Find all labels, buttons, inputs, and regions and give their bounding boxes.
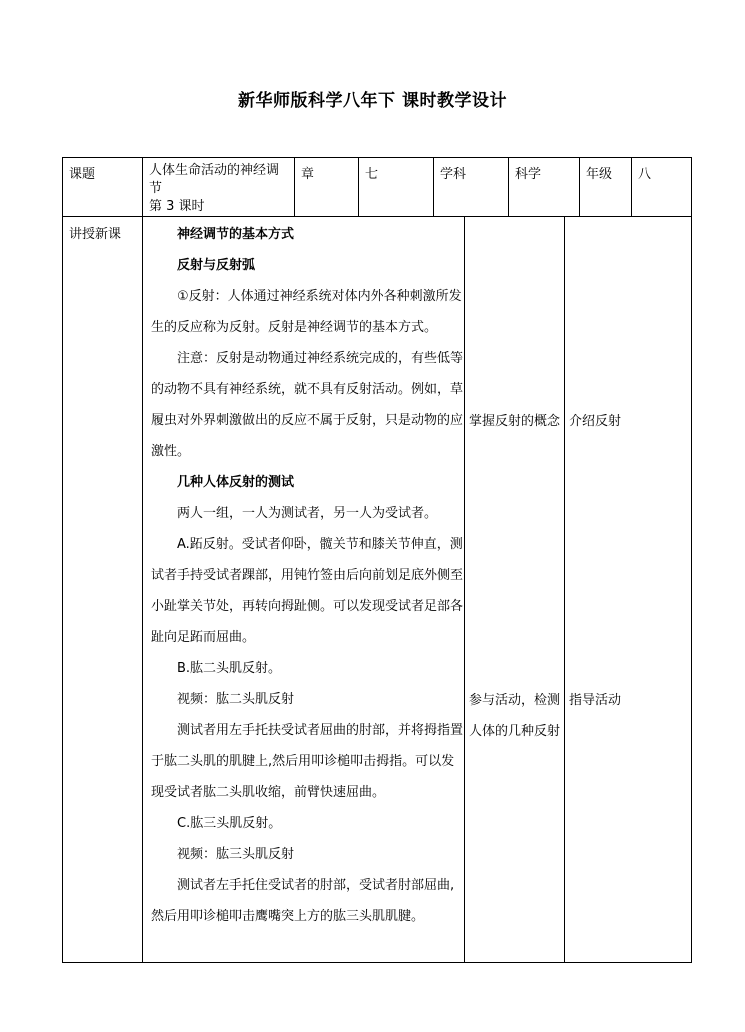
chapter-label-cell	[295, 158, 359, 217]
paragraph-biceps-procedure: 测试者用左手托扶受试者屈曲的肘部，并将拇指置于肱二头肌的肌腱上,然后用叩诊槌叩击拇指。可以发现受试者肱二头肌收缩，前臂快速屈曲。	[151, 723, 464, 800]
paragraph-biceps-reflex: B.肱二头肌反射。	[177, 661, 282, 676]
heading-reflex-tests: 几种人体反射的测试	[177, 475, 295, 490]
grade-label-cell	[580, 158, 632, 217]
grade-value-cell	[632, 158, 692, 217]
heading-reflex-arc: 反射与反射弧	[177, 258, 256, 273]
activity-introduce-reflex: 介绍反射	[569, 414, 622, 429]
column-divider	[564, 217, 565, 962]
paragraph-triceps-video: 视频：肱三头肌反射	[177, 847, 295, 862]
activity-guide: 指导活动	[569, 693, 622, 708]
paragraph-triceps-reflex: C.肱三头肌反射。	[177, 816, 282, 831]
subject-label-cell	[434, 158, 509, 217]
paragraph-triceps-procedure: 测试者左手托住受试者的肘部，受试者肘部屈曲,然后用叩诊槌叩击鹰嘴突上方的肱三头肌肌腱。	[151, 878, 455, 924]
subject-value: 科学	[515, 167, 542, 182]
subject-label: 学科	[440, 167, 467, 182]
topic-value-cell	[143, 158, 295, 217]
paragraph-reflex-definition: ①反射：人体通过神经系统对体内外各种刺激所发生的反应称为反射。反射是神经调节的基本方式。	[151, 289, 462, 335]
column-divider	[464, 217, 465, 962]
topic-label-cell	[63, 158, 143, 217]
page-title: 新华师版科学八年下 课时教学设计	[238, 91, 507, 111]
chapter-label: 章	[301, 167, 315, 182]
goal-reflex-concept: 掌握反射的概念	[469, 414, 561, 429]
chapter-value-cell	[359, 158, 434, 217]
goal-reflex-activity: 参与活动，检测人体的几种反射	[469, 693, 561, 739]
header-row	[63, 158, 692, 217]
grade-value: 八	[638, 167, 652, 182]
section-label: 讲授新课	[69, 227, 122, 242]
lesson-plan-table	[62, 157, 692, 963]
heading-basic-mode: 神经调节的基本方式	[177, 227, 295, 242]
paragraph-plantar-reflex: A.跖反射。受试者仰卧，髋关节和膝关节伸直，测试者手持受试者踝部，用钝竹签由后向前划足底外侧至小趾掌关节处，再转向拇趾侧。可以发现受试者足部各趾向足跖而屈曲。	[151, 537, 464, 645]
body-row	[63, 217, 692, 963]
subject-value-cell	[509, 158, 580, 217]
grade-label: 年级	[586, 167, 613, 182]
topic-value: 人体生命活动的神经调节	[149, 163, 280, 196]
topic-label: 课题	[69, 167, 96, 182]
paragraph-grouping: 两人一组，一人为测试者，另一人为受试者。	[177, 506, 438, 521]
paragraph-note: 注意：反射是动物通过神经系统完成的，有些低等的动物不具有神经系统，就不具有反射活动。例如，草履虫对外界刺激做出的反应不属于反射，只是动物的应激性。	[151, 351, 464, 459]
lesson-content	[151, 219, 463, 932]
paragraph-biceps-video: 视频：肱二头肌反射	[177, 692, 295, 707]
column-divider	[142, 217, 143, 962]
topic-lesson-number: 第 3 课时	[149, 199, 205, 214]
chapter-value: 七	[365, 167, 379, 182]
body-cell	[63, 217, 692, 963]
